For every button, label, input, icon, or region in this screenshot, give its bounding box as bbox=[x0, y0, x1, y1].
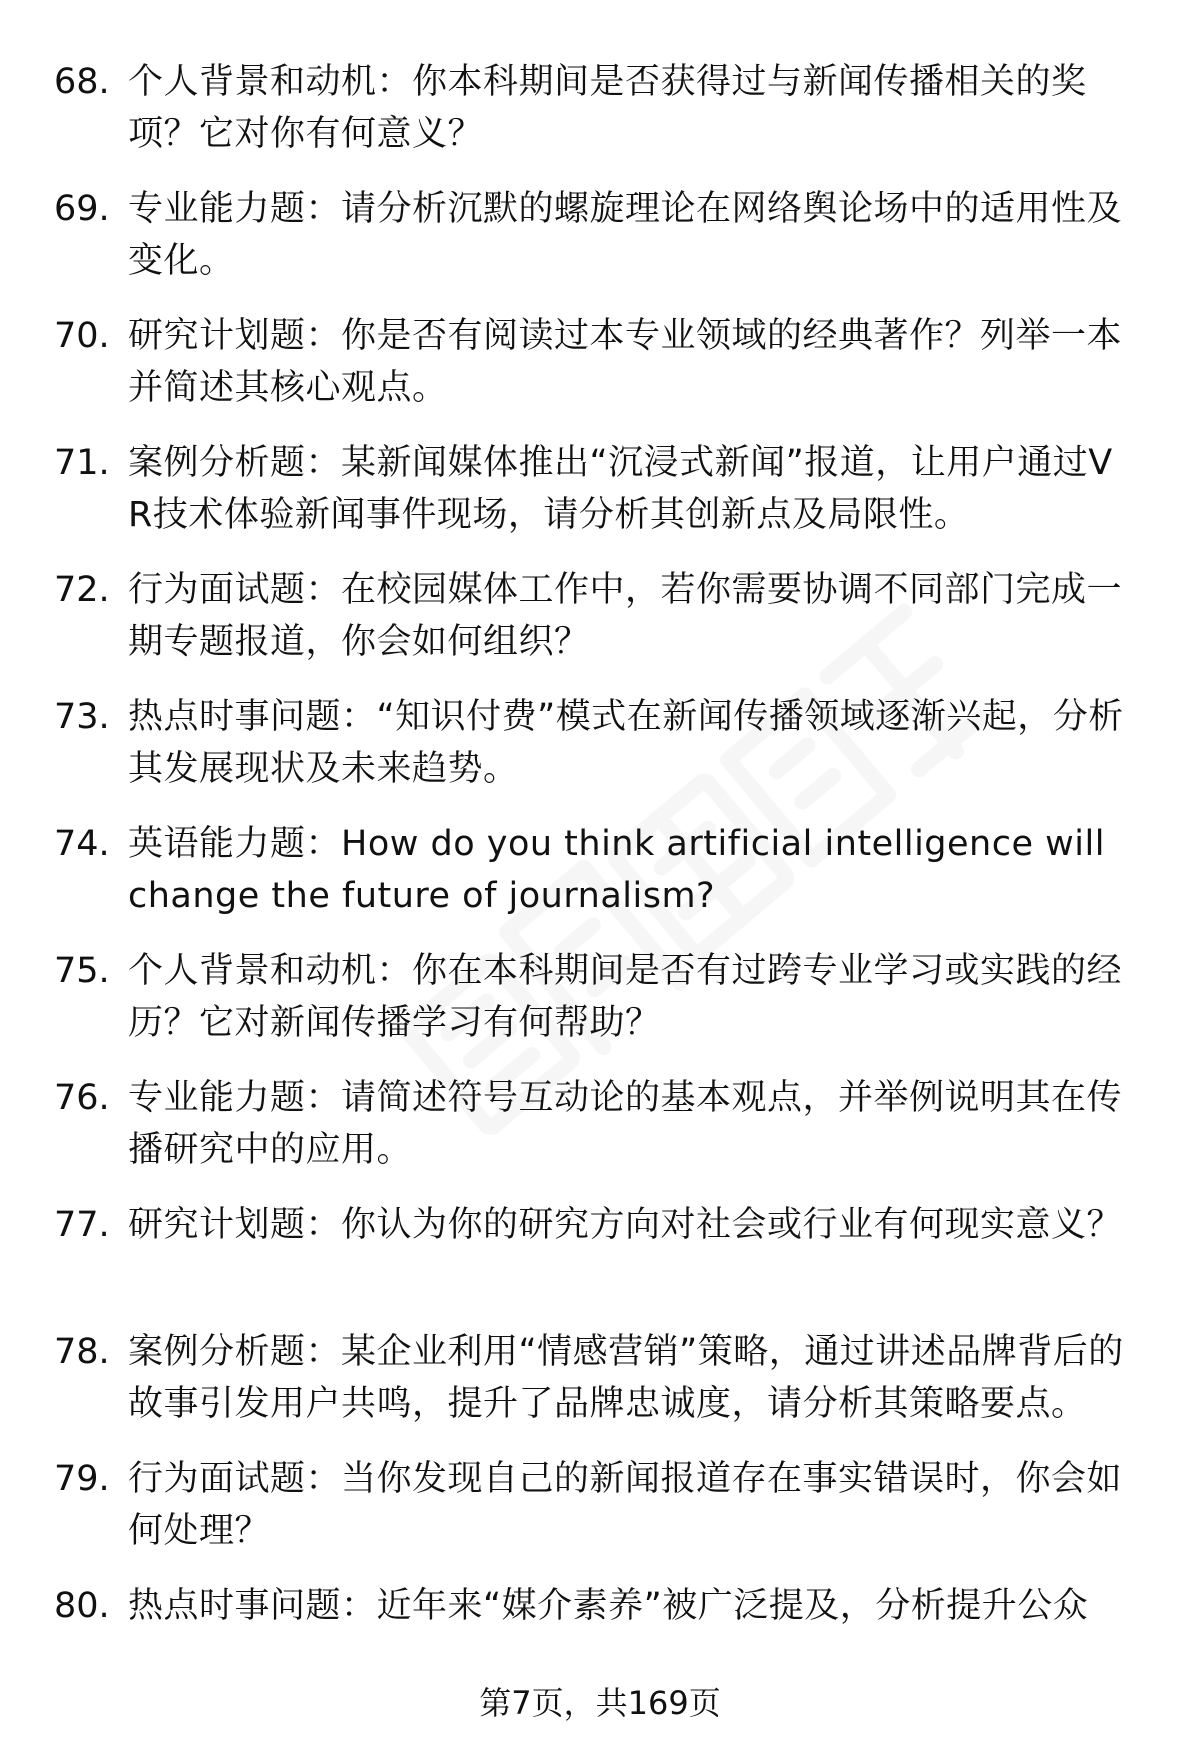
question-number: 69. bbox=[54, 189, 110, 229]
question-number: 78. bbox=[54, 1332, 110, 1372]
question-number: 68. bbox=[54, 62, 110, 102]
question-item bbox=[0, 1072, 1200, 1199]
question-item bbox=[0, 564, 1200, 691]
question-text: 研究计划题：你是否有阅读过本专业领域的经典著作？列举一本并简述其核心观点。 bbox=[128, 316, 1123, 408]
question-item bbox=[0, 183, 1200, 310]
question-text: 英语能力题：How do you think artificial intelligence will change the future of journalism? bbox=[128, 824, 1105, 916]
question-number: 72. bbox=[54, 570, 110, 610]
question-text: 案例分析题：某新闻媒体推出“沉浸式新闻”报道，让用户通过VR技术体验新闻事件现场，请分析其创新点及局限性。 bbox=[128, 443, 1113, 535]
question-number: 79. bbox=[54, 1459, 110, 1499]
question-item bbox=[0, 1199, 1200, 1326]
question-text: 个人背景和动机：你本科期间是否获得过与新闻传播相关的奖项？它对你有何意义？ bbox=[128, 62, 1087, 154]
question-item bbox=[0, 945, 1200, 1072]
question-item bbox=[0, 310, 1200, 437]
question-text: 案例分析题：某企业利用“情感营销”策略，通过讲述品牌背后的故事引发用户共鸣，提升了品牌忠诚度，请分析其策略要点。 bbox=[128, 1332, 1124, 1424]
question-text: 个人背景和动机：你在本科期间是否有过跨专业学习或实践的经历？它对新闻传播学习有何帮助？ bbox=[128, 951, 1123, 1043]
question-item bbox=[0, 1326, 1200, 1453]
question-item bbox=[0, 56, 1200, 183]
question-number: 76. bbox=[54, 1078, 110, 1118]
question-text: 热点时事问题：近年来“媒介素养”被广泛提及，分析提升公众 bbox=[128, 1586, 1089, 1626]
question-list bbox=[0, 56, 1200, 1707]
question-text: 热点时事问题：“知识付费”模式在新闻传播领域逐渐兴起，分析其发展现状及未来趋势。 bbox=[128, 697, 1124, 789]
question-text: 行为面试题：当你发现自己的新闻报道存在事实错误时，你会如何处理？ bbox=[128, 1459, 1123, 1551]
question-item bbox=[0, 437, 1200, 564]
question-text: 研究计划题：你认为你的研究方向对社会或行业有何现实意义？ bbox=[128, 1205, 1123, 1245]
question-number: 74. bbox=[54, 824, 110, 864]
page-footer: 第7页，共169页 bbox=[479, 1684, 721, 1722]
question-number: 80. bbox=[54, 1586, 110, 1626]
question-number: 77. bbox=[54, 1205, 110, 1245]
question-number: 71. bbox=[54, 443, 110, 483]
question-text: 专业能力题：请简述符号互动论的基本观点，并举例说明其在传播研究中的应用。 bbox=[128, 1078, 1123, 1170]
question-text: 专业能力题：请分析沉默的螺旋理论在网络舆论场中的适用性及变化。 bbox=[128, 189, 1123, 281]
question-number: 73. bbox=[54, 697, 110, 737]
question-text: 行为面试题：在校园媒体工作中，若你需要协调不同部门完成一期专题报道，你会如何组织？ bbox=[128, 570, 1123, 662]
question-number: 70. bbox=[54, 316, 110, 356]
question-number: 75. bbox=[54, 951, 110, 991]
question-item bbox=[0, 691, 1200, 818]
question-item bbox=[0, 1453, 1200, 1580]
question-item bbox=[0, 818, 1200, 945]
